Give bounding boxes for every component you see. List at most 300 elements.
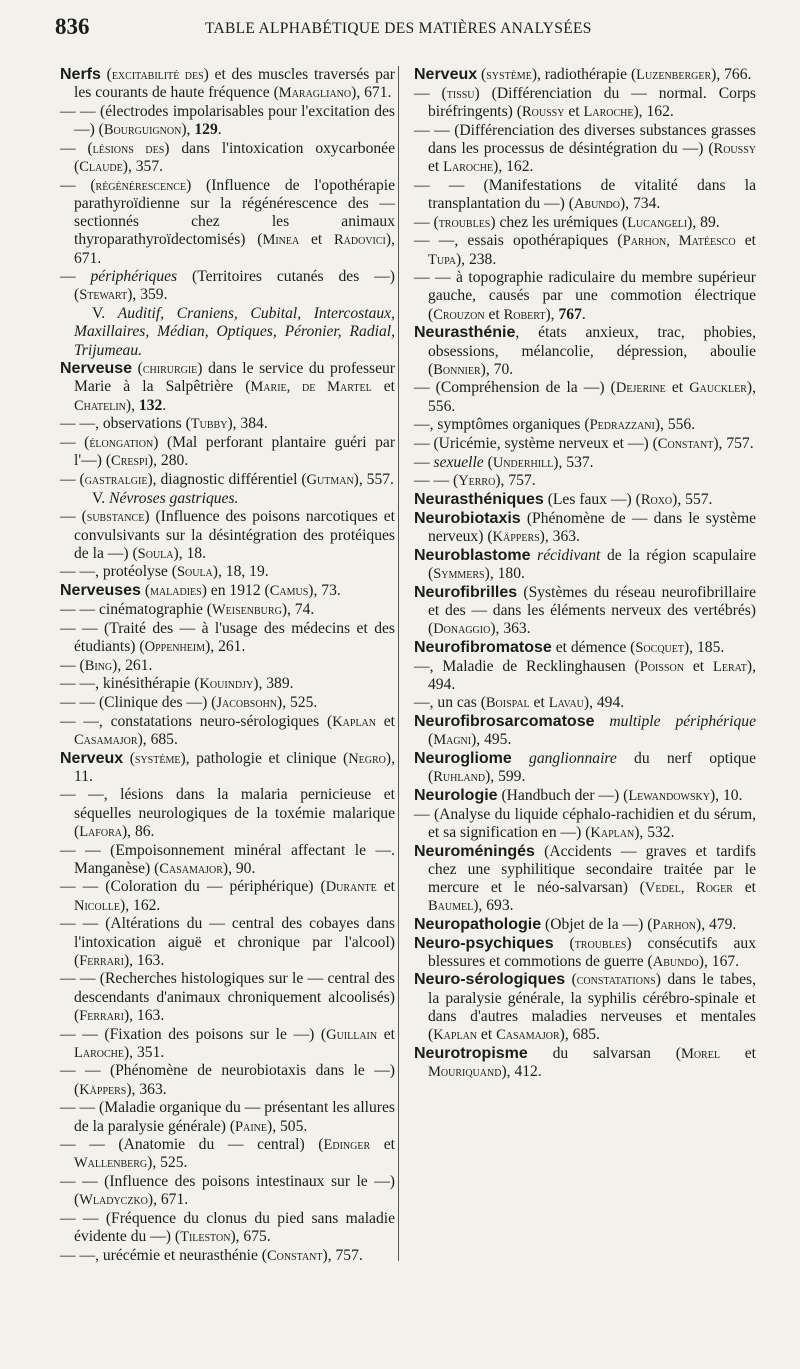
entry-text: . xyxy=(162,396,167,414)
index-entry xyxy=(414,639,756,657)
entry-text: ), 163. xyxy=(123,951,165,969)
entry-text: ), 162. xyxy=(633,102,674,120)
entry-text: ), 384. xyxy=(227,415,268,433)
entry-text: ( xyxy=(100,66,112,83)
entry-text: Poisson xyxy=(639,658,684,675)
index-entry xyxy=(60,508,395,563)
index-entry xyxy=(60,563,395,581)
entry-text: ), 261. xyxy=(112,656,153,674)
entry-text: ), 494. xyxy=(428,657,756,693)
entry-text: ), 412. xyxy=(501,1062,542,1080)
entry-text: tissu xyxy=(446,85,475,102)
entry-text: Constant xyxy=(657,436,714,453)
entry-text: Vedel, Roger xyxy=(644,879,733,896)
entry-text: — —, kinésithérapie ( xyxy=(60,675,200,693)
entry-headword: Neuroméningés xyxy=(414,842,535,860)
entry-text: gastralgie xyxy=(84,471,148,488)
entry-text: Crouzon xyxy=(433,306,485,323)
entry-text: Oppenheim xyxy=(144,638,206,655)
entry-text: Roxo xyxy=(640,492,673,509)
index-entry xyxy=(60,434,395,470)
entry-text: (Phénomène de — dans le système nerveux) ( xyxy=(428,509,756,546)
index-entry xyxy=(414,916,756,934)
entry-text: ) consécutifs aux blessures et commotions de guerre ( xyxy=(428,934,757,970)
entry-text: Bourguignon xyxy=(103,122,182,139)
entry-text: ( xyxy=(132,360,143,378)
index-entry xyxy=(414,1045,756,1081)
entry-text: Käppers xyxy=(492,529,540,546)
entry-text: — — (Influence des poisons intestinaux sur le —) ( xyxy=(60,1173,395,1209)
entry-text: et xyxy=(735,232,757,250)
entry-text: système xyxy=(486,67,532,83)
entry-text: — — (Fréquence du clonus du pied sans maladie évidente du —) ( xyxy=(60,1210,395,1246)
entry-text: multiple périphérique xyxy=(609,713,756,731)
entry-text: ), 671. xyxy=(147,1191,189,1209)
entry-text: ), 532. xyxy=(634,823,675,841)
entry-text: Gutman xyxy=(306,471,354,488)
entry-text: Dejerine xyxy=(615,380,666,397)
entry-text: ), xyxy=(181,121,195,139)
entry-text: et xyxy=(377,1025,395,1043)
entry-text: Marie, de Martel xyxy=(250,379,372,396)
index-entry xyxy=(60,1247,395,1265)
entry-text: — —, observations ( xyxy=(60,415,191,433)
entry-text: — xyxy=(60,268,91,286)
entry-text: ), 557. xyxy=(672,491,713,509)
entry-text: et xyxy=(477,1026,497,1044)
index-entry xyxy=(60,177,395,268)
entry-text: ), 162. xyxy=(120,896,161,914)
index-entry xyxy=(414,510,756,546)
entry-text: — — à topographie radiculaire du membre supérieur gauche, causés par une commotion électrique ( xyxy=(414,269,756,323)
entry-text: — — ( xyxy=(414,472,459,490)
entry-text: — — (Différenciation des diverses substances grasses dans les processus de désintégration du —) ( xyxy=(414,121,756,157)
entry-text: Symmers xyxy=(433,565,485,582)
entry-text: Parhon xyxy=(652,916,697,933)
entry-text: Roussy xyxy=(713,140,756,157)
entry-text: ), 675. xyxy=(230,1228,271,1246)
index-entry xyxy=(60,1099,395,1135)
index-entry xyxy=(414,85,756,121)
entry-text: ), 180. xyxy=(484,564,525,582)
entry-headword: Nerveuse xyxy=(60,360,133,378)
entry-text: Casamajor xyxy=(74,731,138,748)
entry-text: Casamajor xyxy=(496,1027,560,1044)
entry-text: constatations xyxy=(576,972,656,989)
entry-text: — — (électrodes impolarisables pour l'excitation des —) ( xyxy=(60,102,395,139)
entry-text: Soula xyxy=(137,545,174,562)
entry-headword: Nerveux xyxy=(414,66,478,83)
entry-text: du nerf optique ( xyxy=(428,750,756,786)
entry-text: ), 163. xyxy=(123,1006,165,1024)
entry-text: — — (Phénomène de neurobiotaxis dans le —) ( xyxy=(60,1062,395,1098)
entry-text: Gauckler xyxy=(689,380,747,397)
entry-text: — ( xyxy=(414,213,439,231)
entry-text: — ( xyxy=(414,84,447,102)
entry-text: ), 757. xyxy=(322,1247,363,1264)
index-entry xyxy=(414,269,756,324)
index-entry xyxy=(60,582,395,600)
entry-text: — — (Empoisonnement minéral affectant le —. Manganèse) ( xyxy=(60,841,395,877)
entry-text: Edinger xyxy=(323,1137,371,1154)
entry-text: ), 185. xyxy=(683,638,725,656)
index-entry xyxy=(60,786,395,841)
entry-text: Kaplan xyxy=(433,1027,478,1044)
entry-text: du salvarsan ( xyxy=(527,1044,681,1062)
entry-text: Yerro xyxy=(458,473,496,490)
entry-text: —, symptômes organiques ( xyxy=(414,416,590,434)
page-header xyxy=(55,14,762,54)
entry-text: ) dans l'intoxication oxycarbonée ( xyxy=(74,139,396,176)
entry-text: Maragliano xyxy=(278,85,352,102)
index-entry xyxy=(414,971,756,1044)
entry-text: Lafora xyxy=(79,823,122,840)
entry-text: Käppers xyxy=(79,1081,127,1098)
index-entry xyxy=(414,324,756,379)
entry-text: ), 167. xyxy=(698,952,740,970)
entry-text: et xyxy=(371,378,396,396)
entry-text: Underhill xyxy=(492,454,554,471)
entry-text: ), 557. xyxy=(353,470,394,488)
entry-headword: Neurotropisme xyxy=(414,1044,528,1062)
entry-text: — ( xyxy=(60,508,87,526)
entry-text: ) (Influence des poisons narcotiques et convulsivants sur la désintégration des protéiques de la —) ( xyxy=(74,508,396,562)
index-entry xyxy=(414,694,756,712)
entry-text: élongation xyxy=(89,435,154,452)
entry-text: — — (Recherches histologiques sur le — central des descendants d'animaux chroniquement alcoolisés) ( xyxy=(60,970,395,1024)
entry-text: Pedrazzani xyxy=(589,417,655,434)
index-entry xyxy=(60,1136,395,1172)
index-entry xyxy=(60,750,395,786)
entry-text: récidivant xyxy=(537,546,601,564)
entry-text: — (Compréhension de la —) ( xyxy=(414,379,616,397)
entry-text: de la région scapulaire ( xyxy=(428,546,756,582)
entry-headword: Neuro-psychiques xyxy=(414,934,554,952)
entry-headword: Nerveux xyxy=(60,749,124,767)
entry-text: — —, constatations neuro-sérologiques ( xyxy=(60,712,333,730)
entry-text: — ( xyxy=(60,139,93,157)
entry-text: et démence ( xyxy=(551,638,636,656)
index-entry xyxy=(414,584,756,639)
entry-headword: Neurobiotaxis xyxy=(414,509,521,527)
entry-headword: Neuropathologie xyxy=(414,915,542,933)
entry-text: ) (Mal perforant plantaire guéri par l'—) ( xyxy=(74,434,396,470)
entry-text: ), 525. xyxy=(277,693,318,711)
entry-text: Robert xyxy=(503,306,546,323)
entry-text: ), 261. xyxy=(205,637,246,655)
index-entry xyxy=(414,379,756,415)
entry-headword: Neurofibromatose xyxy=(414,638,552,656)
entry-text: périphériques xyxy=(90,268,178,286)
entry-text: ), 757. xyxy=(495,472,536,490)
index-entry xyxy=(414,416,756,434)
entry-text: et xyxy=(376,712,395,730)
entry-text: ), 363. xyxy=(126,1080,167,1098)
entry-text: — ( xyxy=(60,470,85,488)
entry-text: Constant xyxy=(266,1248,323,1264)
index-entry xyxy=(60,1062,395,1098)
entry-text: et xyxy=(719,1044,756,1062)
index-entry xyxy=(60,415,395,433)
entry-text: ), 18. xyxy=(173,544,206,562)
index-entry xyxy=(60,620,395,656)
entry-text: (Handbuch der —) ( xyxy=(497,786,629,804)
entry-text: 767 xyxy=(558,305,582,323)
entry-text: et xyxy=(732,878,756,896)
entry-text: — — (Manifestations de vitalité dans la transplantation du —) ( xyxy=(414,176,756,212)
entry-text: ), 556. xyxy=(428,379,756,415)
index-entry xyxy=(60,268,395,304)
index-entry xyxy=(60,490,395,508)
entry-text: ), 766. xyxy=(711,66,752,83)
entry-text: ) en 1912 ( xyxy=(201,582,270,600)
entry-text: ), 359. xyxy=(127,286,168,304)
entry-text: — ( xyxy=(60,434,90,452)
index-entry xyxy=(414,787,756,805)
entry-text: (Territoires cutanés des —) ( xyxy=(74,268,395,304)
entry-text: substance xyxy=(86,509,145,526)
entry-text: et xyxy=(665,379,690,397)
entry-text: ), 74. xyxy=(281,600,315,618)
entry-text: Bing xyxy=(84,657,113,674)
entry-text: Abundo xyxy=(652,953,699,970)
entry-text: — ( xyxy=(60,656,85,674)
entry-text: troubles xyxy=(438,214,491,231)
index-entry xyxy=(414,177,756,213)
entry-text: ), 525. xyxy=(147,1154,188,1172)
entry-text: — (Uricémie, système nerveux et —) ( xyxy=(414,435,658,453)
entry-text: ), 363. xyxy=(490,620,531,638)
entry-text: Tileston xyxy=(180,1229,231,1246)
entry-text: ), diagnostic différentiel ( xyxy=(147,470,307,488)
entry-text: Minea xyxy=(262,232,300,249)
index-entry xyxy=(60,842,395,878)
entry-text: , états anxieux, trac, phobies, obsessions, mélancolie, dépression, aboulie ( xyxy=(428,324,756,378)
entry-text: Abundo xyxy=(573,195,620,212)
entry-text: ( xyxy=(140,582,151,600)
entry-headword: Neuroblastome xyxy=(414,546,531,564)
entry-text: Wladyczko xyxy=(79,1192,148,1209)
entry-text: excitabilité des xyxy=(111,67,204,83)
entry-text: —, un cas ( xyxy=(414,694,486,712)
entry-text: ), 10. xyxy=(709,786,743,804)
entry-text: ), 11. xyxy=(74,749,395,785)
entry-text: Durante xyxy=(325,879,377,896)
entry-text: ), 70. xyxy=(480,360,514,378)
entry-text: (Objet de la —) ( xyxy=(541,915,653,933)
entry-headword: Neuro-sérologiques xyxy=(414,971,566,989)
entry-text xyxy=(595,713,610,730)
index-entry xyxy=(60,140,395,176)
entry-text: Paine xyxy=(235,1118,267,1135)
entry-text: ganglionnaire xyxy=(529,750,617,768)
entry-text: Baumel xyxy=(428,898,474,915)
index-entry xyxy=(414,491,756,509)
entry-text: Tubby xyxy=(190,416,228,433)
index-entry xyxy=(414,806,756,842)
entry-text: — —, lésions dans la malaria pernicieuse et séquelles neurologiques de la toxémie malarique ( xyxy=(60,786,395,840)
entry-text: — ( xyxy=(60,176,96,194)
index-entry xyxy=(414,658,756,694)
entry-text: ), 73. xyxy=(308,582,341,600)
entry-text: ), xyxy=(545,305,559,323)
entry-text xyxy=(512,750,529,767)
entry-text: régénérescence xyxy=(95,177,187,194)
index-entry xyxy=(414,232,756,268)
index-entry xyxy=(60,915,395,970)
entry-text: ), 494. xyxy=(583,694,625,712)
entry-text: Socquet xyxy=(635,639,684,656)
entry-text: Tupa xyxy=(428,251,456,268)
entry-text: et xyxy=(370,1136,395,1154)
index-entry xyxy=(414,122,756,177)
entry-text: troubles xyxy=(574,935,627,952)
index-entry xyxy=(60,657,395,675)
entry-text: — — (Anatomie du — central) ( xyxy=(60,1136,324,1154)
entry-text: ), 685. xyxy=(137,730,178,748)
entry-text: ( xyxy=(565,971,577,989)
entry-text: Bonnier xyxy=(433,361,481,378)
index-entry xyxy=(60,694,395,712)
entry-text: et xyxy=(564,102,584,120)
entry-text: ), 671. xyxy=(74,231,395,267)
entry-text: — — (Clinique des —) ( xyxy=(60,693,217,711)
entry-headword: Nerveuses xyxy=(60,582,141,600)
entry-text: ), 495. xyxy=(471,731,512,749)
entry-text: ), 238. xyxy=(455,250,497,268)
entry-text: — — cinématographie ( xyxy=(60,600,212,618)
entry-text: Kaplan xyxy=(332,713,376,730)
entry-text: ), 389. xyxy=(253,675,294,693)
entry-text: — (Analyse du liquide céphalo-rachidien et du sérum, et sa signification en —) ( xyxy=(414,805,756,841)
entry-text: ) dans le service du professeur Marie à la Salpêtrière ( xyxy=(74,360,395,396)
index-entry xyxy=(60,103,395,139)
entry-text: — —, essais opothérapiques ( xyxy=(414,232,623,250)
entry-text: — —, urécémie et neurasthénie ( xyxy=(60,1247,267,1264)
entry-text: lésions des xyxy=(92,140,165,157)
entry-text: ) (Influence de l'opothérapie parathyroïdienne sur la régénérescence des — sectionnés chez les animaux thyroparathyroïdectomisés) ( xyxy=(74,176,396,249)
entry-text: Lerat xyxy=(713,658,747,675)
entry-headword: Neurologie xyxy=(414,786,498,804)
entry-text: ), 357. xyxy=(122,158,164,176)
index-entry xyxy=(414,713,756,749)
entry-text: ), 280. xyxy=(147,452,189,470)
entry-text: ), 18, 19. xyxy=(212,563,269,581)
entry-text: ), 671. xyxy=(351,84,392,102)
index-entry xyxy=(414,435,756,453)
right-column xyxy=(414,66,756,1082)
index-entry xyxy=(414,454,756,472)
page-number: 836 xyxy=(55,14,90,39)
entry-text: et xyxy=(484,305,504,323)
entry-text: ), 734. xyxy=(619,194,661,212)
index-entry xyxy=(414,750,756,786)
entry-headword: Neurofibrilles xyxy=(414,583,518,601)
entry-text: Nicolle xyxy=(74,897,121,914)
entry-text: et xyxy=(683,657,714,675)
entry-text: Jacobsohn xyxy=(216,694,278,711)
entry-text: ), pathologie et clinique ( xyxy=(180,749,349,767)
entry-text: ), xyxy=(125,396,139,414)
entry-text: sexuelle xyxy=(433,453,484,471)
entry-text: et xyxy=(428,158,444,176)
index-entry xyxy=(60,360,395,415)
entry-text: maladies xyxy=(150,583,202,600)
index-entry xyxy=(414,935,756,971)
entry-text: Laroche xyxy=(74,1044,124,1061)
index-entry xyxy=(414,66,756,84)
entry-text: ) et des muscles traversés par les courants de haute fréquence ( xyxy=(74,66,395,102)
entry-text: ( xyxy=(428,731,434,749)
entry-text: Kouindjy xyxy=(199,676,254,693)
entry-text: . xyxy=(217,121,222,139)
entry-text: ) (Différenciation du — normal. Corps biréfringents) ( xyxy=(428,84,756,120)
entry-text: Mouriquand xyxy=(428,1063,502,1080)
entry-text: (Accidents — graves et tardifs chez une syphilitique secondaire traitée par le mercure et le néo-salvarsan) ( xyxy=(428,842,756,896)
index-entry xyxy=(60,1173,395,1209)
entry-text: ) chez les urémiques ( xyxy=(490,213,628,231)
index-entry xyxy=(60,471,395,489)
entry-text: Lewandowsky xyxy=(628,787,710,804)
entry-text: ( xyxy=(477,66,487,83)
entry-headword: Nerfs xyxy=(60,66,101,83)
entry-text: V. xyxy=(92,489,110,507)
entry-text: . xyxy=(581,305,586,323)
entry-headword: Neurasthéniques xyxy=(414,491,544,509)
entry-text: — — (Coloration du — périphérique) ( xyxy=(60,878,326,896)
index-entry xyxy=(60,713,395,749)
entry-text: Kaplan xyxy=(590,824,635,841)
entry-text: ( xyxy=(123,749,135,767)
entry-text: Laroche xyxy=(443,159,494,176)
entry-text: (Les faux —) ( xyxy=(543,491,641,509)
entry-text: ), 599. xyxy=(485,768,526,786)
index-entry xyxy=(414,472,756,490)
entry-text: Lavau xyxy=(548,695,584,712)
entry-text: et xyxy=(299,231,334,249)
entry-text: Laroche xyxy=(583,103,634,120)
index-entry xyxy=(60,970,395,1025)
entry-text: Ruhland xyxy=(433,769,486,786)
entry-text: ), 693. xyxy=(473,897,514,915)
entry-text: Auditif, Craniens, Cubital, Intercostaux, Maxillaires, Médian, Optiques, Péronier, Radial, Trijumeau. xyxy=(74,305,395,359)
entry-headword: Neurogliome xyxy=(414,750,512,768)
entry-text: 129 xyxy=(194,121,218,139)
entry-text: Luzenberger xyxy=(636,67,712,83)
entry-text: ), 86. xyxy=(121,822,155,840)
entry-text: — — (Maladie organique du — présentant les allures de la paralysie générale) ( xyxy=(60,1099,395,1135)
entry-text: ) dans le tabes, la paralysie générale, la syphilis cérébro-spinale et dans d'autres maladies nerveuses et mentales ( xyxy=(428,971,756,1044)
index-entry xyxy=(414,547,756,583)
entry-text: ), 89. xyxy=(687,213,720,231)
index-entry xyxy=(60,878,395,914)
index-entry xyxy=(414,843,756,916)
entry-text: Negro xyxy=(348,750,386,767)
entry-text: ), 162. xyxy=(493,158,534,176)
entry-text: Radovici xyxy=(334,232,386,249)
entry-text: ( xyxy=(553,934,575,952)
entry-text: — —, protéolyse ( xyxy=(60,563,177,581)
entry-text: Wallenberg xyxy=(74,1155,148,1172)
entry-text: Soula xyxy=(176,564,213,581)
entry-text: Donaggio xyxy=(433,621,491,638)
index-entry xyxy=(60,675,395,693)
entry-text: 132 xyxy=(138,396,163,414)
entry-text: Magni xyxy=(433,732,472,749)
running-title: TABLE ALPHABÉTIQUE DES MATIÈRES ANALYSÉES xyxy=(205,20,592,37)
entry-text: Camus xyxy=(269,583,309,600)
entry-text: —, Maladie de Recklinghausen ( xyxy=(414,657,640,675)
